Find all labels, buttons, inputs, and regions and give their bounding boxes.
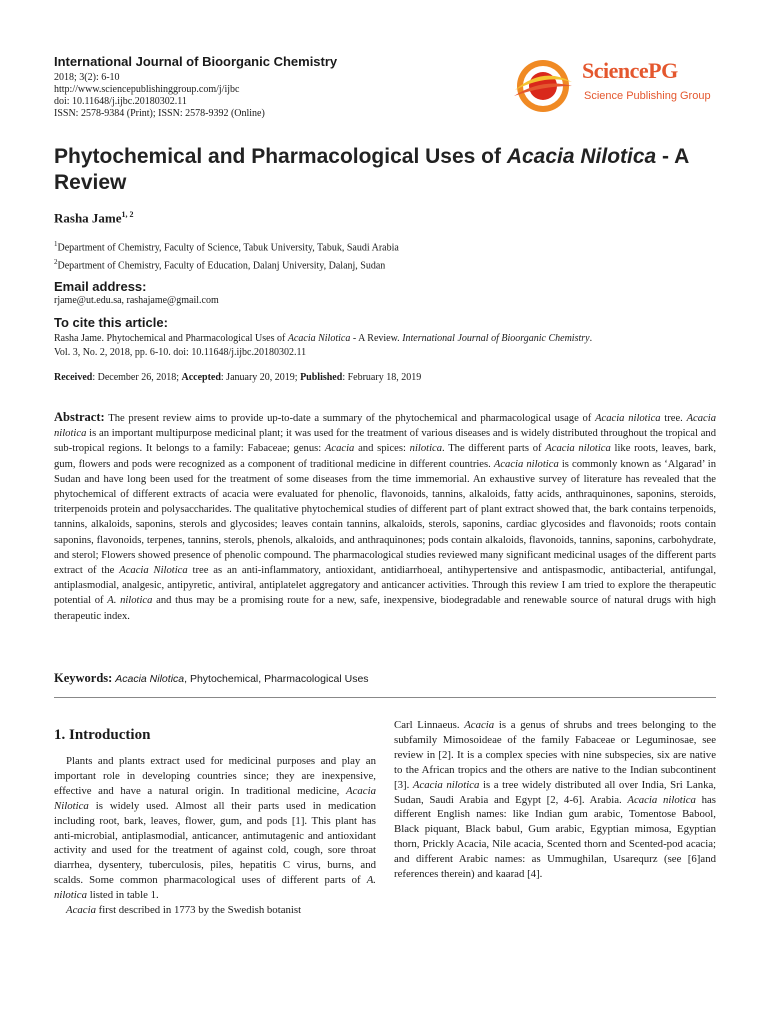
sciencepg-logo-icon xyxy=(512,56,574,116)
email-value[interactable]: rjame@ut.edu.sa, rashajame@gmail.com xyxy=(54,295,219,306)
italic-text: Acacia nilotica xyxy=(412,778,480,791)
published-label: Published xyxy=(300,372,343,383)
journal-doi: doi: 10.11648/j.ijbc.20180302.11 xyxy=(54,96,187,107)
published-date: : February 18, 2019 xyxy=(342,372,422,383)
affiliation-1-text: Department of Chemistry, Faculty of Science, Tabuk University, Tabuk, Saudi Arabia xyxy=(57,242,399,254)
intro-paragraph-2 xyxy=(54,903,376,918)
abstract-italic: Acacia nilotica xyxy=(595,413,661,424)
affiliation-2 xyxy=(54,258,385,271)
text: Carl Linnaeus. xyxy=(394,719,465,731)
text: has different English names: like Indian gum arabic, Tomentose Babool, Black piquant, Black babul, Gum arabic, Egyptian mimosa, Egyptian thorn, Prickly Acacia, Nile acacia, Scented thorn and Scented-pod acacia; and different Arabic names: as Ummughilan, Usarequrz (see [6]and references therein) and kaarad [4]. xyxy=(394,793,716,881)
abstract-italic: Acacia nilotica xyxy=(545,443,611,455)
journal-issue: 2018; 3(2): 6-10 xyxy=(54,72,120,83)
affiliation-2-sup: 2 xyxy=(54,258,58,266)
title-part2: - A Review xyxy=(54,145,689,194)
author-name: Rasha Jame xyxy=(54,210,122,226)
abstract-text: is an important multipurpose medicinal plant; it was used for the treatment of various diseases and is widely distributed throughout the tropical and sub-tropical regions. It belongs to a family: Fabaceae; genus: xyxy=(54,428,716,455)
received-date: : December 26, 2018; xyxy=(92,372,182,383)
journal-title: International Journal of Bioorganic Chemistry xyxy=(54,54,338,69)
title-part1: Phytochemical and Pharmacological Uses of xyxy=(54,145,507,168)
text: first described in 1773 by the Swedish botanist xyxy=(95,904,302,917)
italic-text: Acacia xyxy=(464,719,495,731)
paper-title xyxy=(54,144,694,196)
text: listed in table 1. xyxy=(87,889,159,902)
abstract-italic: nilotica xyxy=(409,443,443,455)
abstract-text: . The different parts of xyxy=(442,443,546,455)
abstract-text: and spices: xyxy=(354,443,410,455)
title-italic: Acacia Nilotica xyxy=(506,145,657,168)
abstract-italic: Acacia nilotica xyxy=(54,413,716,440)
italic-text: Acacia xyxy=(66,904,96,917)
abstract-italic: Acacia Nilotica xyxy=(119,565,188,577)
author-sup: 1, 2 xyxy=(121,210,134,219)
text: is a tree widely distributed all over India, Sri Lanka, Sudan, Saudi Arabia and Egypt [2, 4-6]. Arabia. xyxy=(394,778,716,806)
abstract-italic: Acacia nilotica xyxy=(493,458,559,470)
abstract-label: Abstract: xyxy=(54,410,105,424)
affiliation-1-sup: 1 xyxy=(54,240,58,248)
dates xyxy=(54,371,694,385)
affiliation-2-text: Department of Chemistry, Faculty of Education, Dalanj University, Dalanj, Sudan xyxy=(57,260,386,272)
cite-volume: Vol. 3, No. 2, 2018, pp. 6-10. doi: 10.11648/j.ijbc.20180302.11 xyxy=(54,347,307,358)
text: is widely used. Almost all their parts used in medication including root, bark, leaves, flower, gum, and pods [1]. This plant has anti-microbial, antiplasmodial, anticancer, antimutagenic and antioxidant activity and used for the treatment of against cold, cough, sore throat diarrhea, dysentery, tuberculosis, piles, hepatitis C virus, burns, and scalds. Some common pharmacological uses of different parts of xyxy=(54,799,376,887)
cite-part-b: Acacia Nilotica xyxy=(287,333,351,344)
abstract-text: and thus may be a promising route for a new, safe, inexpensive, biodegradable and renewable source of natural drugs with high therapeutic index. xyxy=(54,595,716,622)
author xyxy=(54,210,134,226)
cite-part-e: . xyxy=(589,333,593,344)
abstract-text: is commonly known as ‘Algarad’ in Sudan and have long been used for the treatment of some diseases from the time immemorial. An exhaustive survey of literature has revealed that the phytochemical of different extracts of acacia were evaluated for phenolic, flavonoids, tannins, alkaloids, fatty acids, anthraquinones, saponins, steroids, triterpenoids protein and polysaccharides. The qualitative phytochemical studies of different part of plant extract showed that, the bark contains terpenoids, tannins, alkaloids, saponins, sterols and glycosides; leaves contain tannins, alkaloids, sterols, saponins, cardiac glycosides and flavonoids; roots contain saponins, flavonoids, terpenes, tannins, sterols, phenols, alkaloids, and anthraquinones; pods contain alkaloids, flavonoids, tannins, saponins, carbohydrate, and sterol; Flowers showed presence of phenolic compound. The pharmacological studies reviewed many significant medicinal usages of the different parts extract of the xyxy=(54,458,717,577)
text: is a genus of shrubs and trees belonging to the subfamily Mimosoideae of the family Fabaceae or Leguminosae, see review in [2]. It is a complex species with nine subspecies, six are native to the African tropics and the others are native to the Indian subcontinent [3]. xyxy=(394,719,716,791)
abstract-italic: A. nilotica xyxy=(107,595,153,607)
abstract xyxy=(54,410,716,624)
divider xyxy=(54,697,716,698)
cite-text xyxy=(54,332,694,360)
logo-subtitle: Science Publishing Group xyxy=(584,90,711,102)
keywords xyxy=(54,671,716,686)
italic-text: Acacia Nilotica xyxy=(54,784,376,812)
intro-paragraph-continued xyxy=(394,718,716,882)
cite-part-a: Rasha Jame. Phytochemical and Pharmacological Uses of xyxy=(54,333,288,344)
cite-heading: To cite this article: xyxy=(54,315,168,330)
keywords-italic: Acacia Nilotica xyxy=(115,673,185,685)
cite-journal: International Journal of Bioorganic Chemistry xyxy=(402,333,590,344)
abstract-text: like roots, leaves, bark, gum, flowers and pods were recognized as a component of traditional medicine in different countries. xyxy=(54,443,717,470)
abstract-text: The present review aims to provide up-to-date a summary of the phytochemical and pharmacological usage of xyxy=(104,413,596,424)
cite-part-c: - A Review. xyxy=(350,333,403,344)
italic-text: Acacia nilotica xyxy=(627,793,696,806)
logo-brand: SciencePG xyxy=(582,58,678,83)
intro-paragraph-1 xyxy=(54,754,376,903)
affiliation-1 xyxy=(54,240,399,253)
sciencepg-logo xyxy=(512,56,712,116)
abstract-italic: Acacia xyxy=(324,443,355,455)
keywords-label: Keywords: xyxy=(54,671,113,685)
intro-column-right xyxy=(394,718,716,882)
italic-text: A. nilotica xyxy=(54,874,376,902)
journal-url[interactable]: http://www.sciencepublishinggroup.com/j/ijbc xyxy=(54,84,240,95)
accepted-label: Accepted xyxy=(181,372,221,383)
abstract-text: tree. xyxy=(660,413,687,424)
received-label: Received xyxy=(54,372,93,383)
abstract-text: tree as an anti-inflammatory, antioxidant, antidiarrhoeal, antihypertensive and antispasmodic, antibacterial, antifungal, antiplasmodial, analgesic, antipyretic, antiviral, antiplatelet aggregatory and anticancer activities. Through this review I am tried to explore the therapeutic potential of xyxy=(54,565,717,607)
accepted-date: : January 20, 2019; xyxy=(220,372,301,383)
email-heading: Email address: xyxy=(54,279,147,294)
journal-issn: ISSN: 2578-9384 (Print); ISSN: 2578-9392 (Online) xyxy=(54,108,265,119)
intro-heading: 1. Introduction xyxy=(54,727,151,743)
intro-column-left xyxy=(54,754,376,918)
text: Plants and plants extract used for medicinal purposes and play an important role in developing countries since; they are inexpensive, effective and have a natural origin. In traditional medicine, xyxy=(54,755,376,797)
keywords-rest: , Phytochemical, Pharmacological Uses xyxy=(184,673,369,685)
